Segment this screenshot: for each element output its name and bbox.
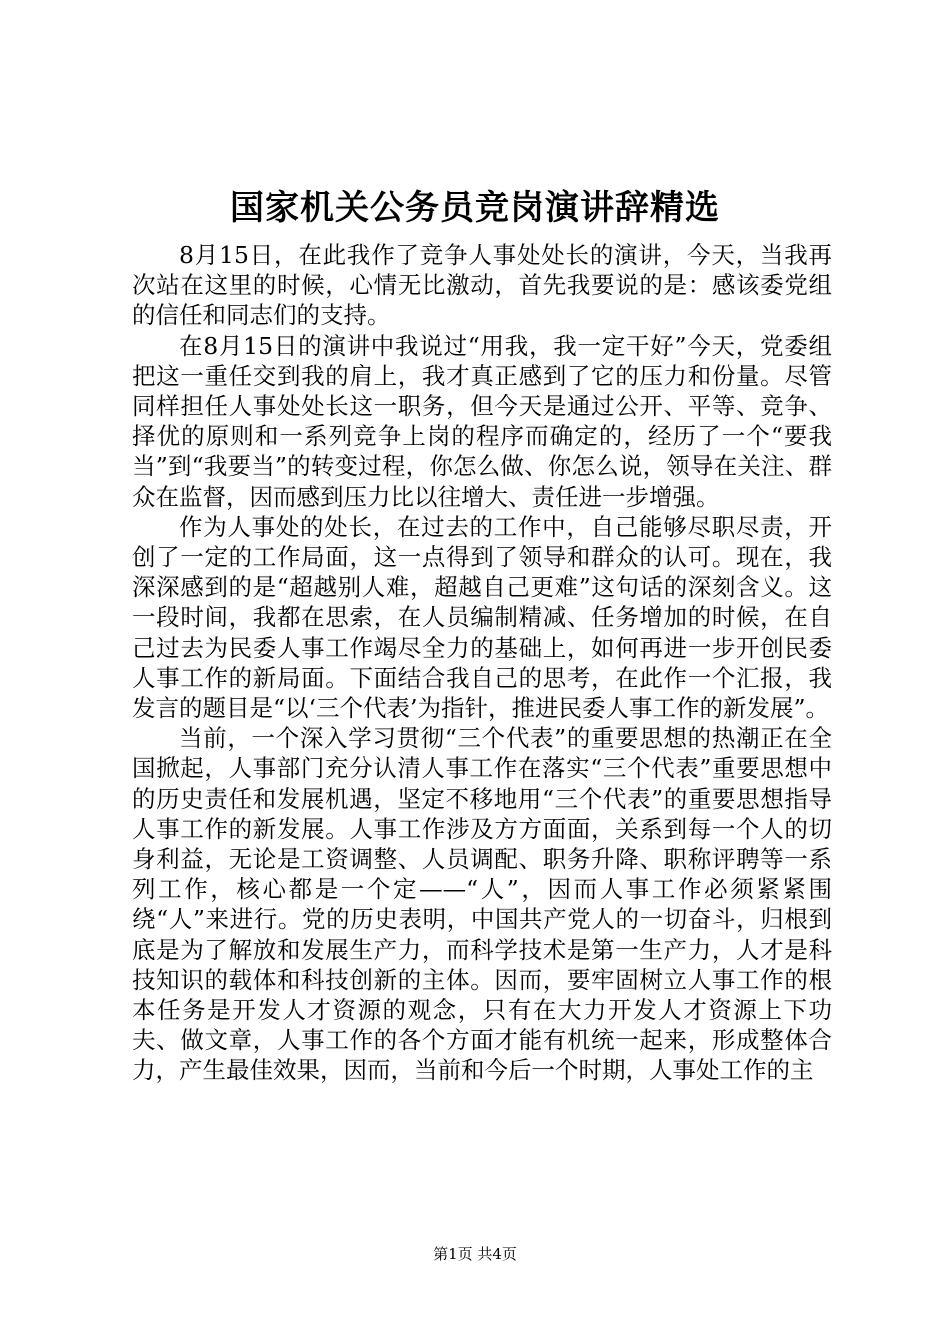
document-title: 国家机关公务员竞岗演讲辞精选	[230, 188, 720, 228]
page-number-footer: 第1页 共4页	[433, 1245, 517, 1263]
paragraph: 当前，一个深入学习贯彻“三个代表”的重要思想的热潮正在全国掀起，人事部门充分认清人事工作在落实“三个代表”重要思想中的历史责任和发展机遇，坚定不移地用“三个代表”的重要思想指导人事工作的新发展。人事工作涉及方方面面，关系到每一个人的切身利益，无论是工资调整、人员调配、职务升降、职称评聘等一系列工作，核心都是一个定——“人”，因而人事工作必须紧紧围绕“人”来进行。党的历史表明，中国共产党人的一切奋斗，归根到底是为了解放和发展生产力，而科学技术是第一生产力，人才是科技知识的载体和科技创新的主体。因而，要牢固树立人事工作的根本任务是开发人才资源的观念，只有在大力开发人才资源上下功夫、做文章，人事工作的各个方面才能有机统一起来，形成整体合力，产生最佳效果，因而，当前和今后一个时期，人事处工作的主	[132, 724, 832, 1085]
paragraph: 8月15日，在此我作了竞争人事处处长的演讲，今天，当我再次站在这里的时候，心情无比激动，首先我要说的是：感该委党组的信任和同志们的支持。	[132, 241, 832, 330]
paragraph: 在8月15日的演讲中我说过“用我，我一定干好”今天，党委组把这一重任交到我的肩上，我才真正感到了它的压力和份量。尽管同样担任人事处处长这一职务，但今天是通过公开、平等、竞争、择优的原则和一系列竞争上岗的程序而确定的，经历了一个“要我当”到“我要当”的转变过程，你怎么做、你怎么说，领导在关注、群众在监督，因而感到压力比以往增大、责任进一步增强。	[132, 331, 832, 511]
document-body	[132, 240, 832, 1086]
paragraph: 作为人事处的处长，在过去的工作中，自己能够尽职尽责，开创了一定的工作局面，这一点得到了领导和群众的认可。现在，我深深感到的是“超越别人难，超越自己更难”这句话的深刻含义。这一段时间，我都在思索，在人员编制精减、任务增加的时候，在自己过去为民委人事工作竭尽全力的基础上，如何再进一步开创民委人事工作的新局面。下面结合我自己的思考，在此作一个汇报，我发言的题目是“以‘三个代表’为指针，推进民委人事工作的新发展”。	[132, 512, 832, 723]
